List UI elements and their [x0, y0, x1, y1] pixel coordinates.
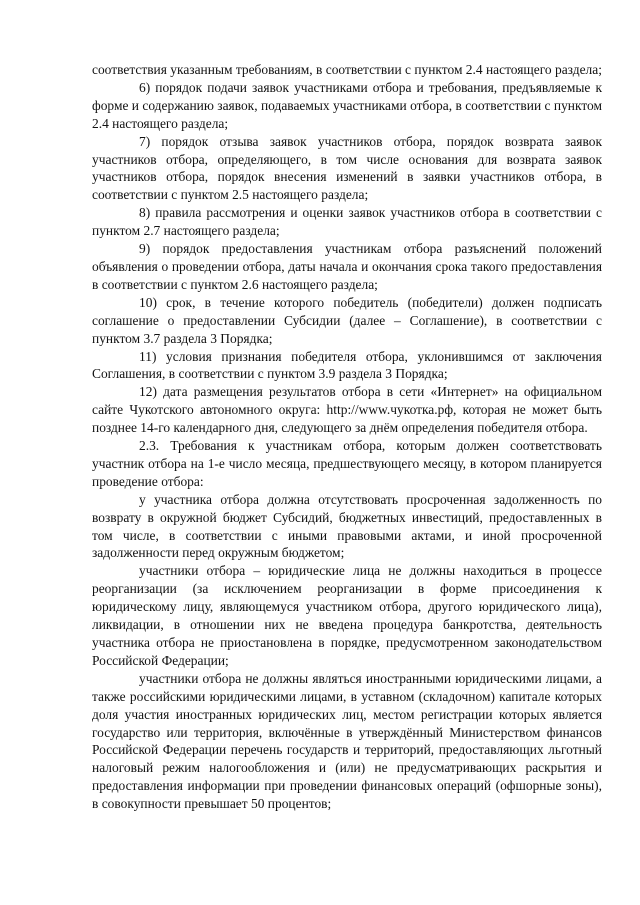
- paragraph-item-7: 7) порядок отзыва заявок участников отбора, порядок возврата заявок участников отбора, определяющего, в том числе основания для возврата заявок участников отбора, порядок внесения изменений в заявки участников отбора, в соответствии с пунктом 2.5 настоящего раздела;: [92, 133, 602, 203]
- paragraph-requirement-debt: у участника отбора должна отсутствовать просроченная задолженность по возврату в окружной бюджет Субсидий, бюджетных инвестиций, предоставленных в том числе, в соответствии с иными правовыми актами, и иной просроченной задолженности перед окружным бюджетом;: [92, 491, 602, 561]
- paragraph-item-6: 6) порядок подачи заявок участниками отбора и требования, предъявляемые к форме и содержанию заявок, подаваемых участниками отбора, в соответствии с пунктом 2.4 настоящего раздела;: [92, 79, 602, 131]
- paragraph-section-2-3: 2.3. Требования к участникам отбора, которым должен соответствовать участник отбора на 1-е число месяца, предшествующего месяцу, в котором планируется проведение отбора:: [92, 438, 602, 489]
- paragraph-item-11: 11) условия признания победителя отбора, уклонившимся от заключения Соглашения, в соответствии с пунктом 3.9 раздела 3 Порядка;: [92, 348, 602, 382]
- paragraph-requirement-reorganization: участники отбора – юридические лица не должны находиться в процессе реорганизации (за исключением реорганизации в форме присоединения к юридическому лицу, являющемуся участником отбора, другого юридического лица), ликвидации, в отношении них не введена процедура банкротства, деятельность участника отбора не приостановлена в порядке, предусмотренном законодательством Российской Федерации;: [92, 563, 602, 668]
- paragraph-item-10: 10) срок, в течение которого победитель (победители) должен подписать соглашение о предоставлении Субсидии (далее – Соглашение), в соответствии с пунктом 3.7 раздела 3 Порядка;: [92, 294, 602, 346]
- paragraph-requirement-foreign: участники отбора не должны являться иностранными юридическими лицами, а также российскими юридическими лицами, в уставном (складочном) капитале которых доля участия иностранных юридических лиц, местом регистрации которых является государство или территория, включённые в утверждённый Министерством финансов Российской Федерации перечень государств и территорий, предоставляющих льготный налоговый режим налогообложения и (или) не предусматривающих раскрытия и предоставления информации при проведении финансовых операций (офшорные зоны), в совокупности превышает 50 процентов;: [92, 670, 602, 812]
- paragraph-item-9: 9) порядок предоставления участникам отбора разъяснений положений объявления о проведении отбора, даты начала и окончания срока такого предоставления в соответствии с пунктом 2.6 настоящего раздела;: [92, 241, 602, 292]
- paragraph-item-12: 12) дата размещения результатов отбора в сети «Интернет» на официальном сайте Чукотского автономного округа: http://www.чукотка.рф, которая не может быть позднее 14-го календарного дня, следующего за днём определения победителя отбора.: [92, 384, 602, 436]
- paragraph-item-8: 8) правила рассмотрения и оценки заявок участников отбора в соответствии с пунктом 2.7 настоящего раздела;: [92, 205, 602, 239]
- paragraph-continuation: соответствия указанным требованиям, в соответствии с пунктом 2.4 настоящего раздела;: [92, 62, 602, 77]
